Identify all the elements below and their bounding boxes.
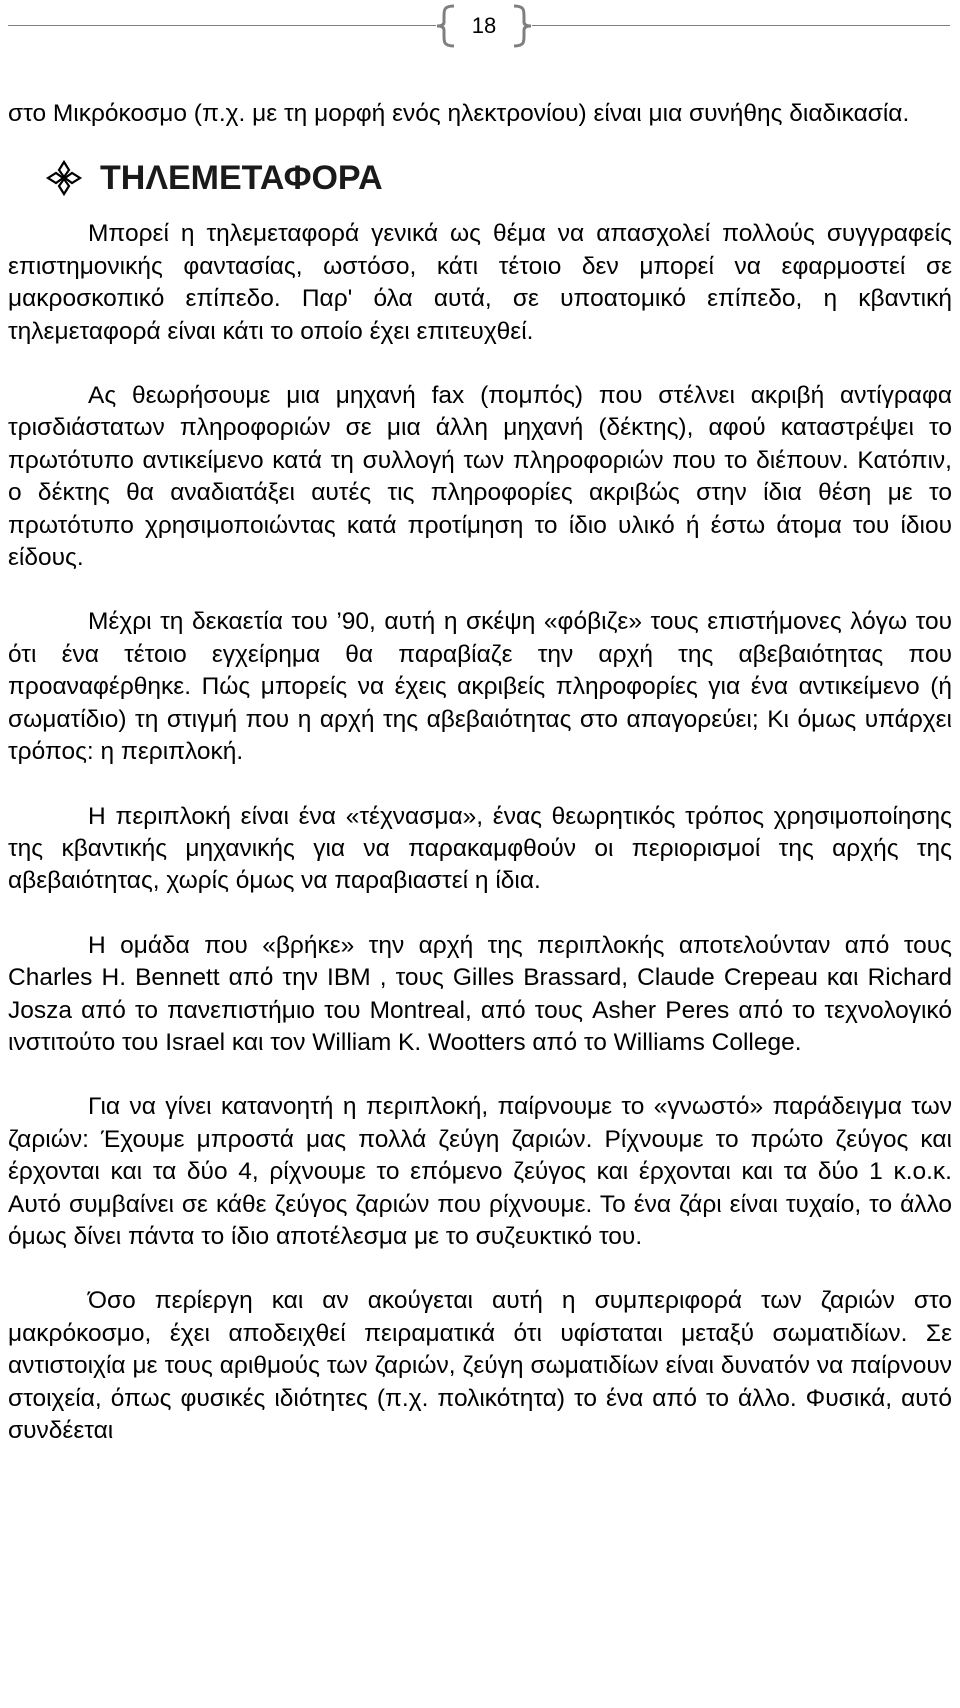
paragraph: Μέχρι τη δεκαετία του ’90, αυτή η σκέψη «φόβιζε» τους επιστήμονες λόγω του ότι ένα τέτοιο εγχείρημα θα παραβίαζε την αρχή της αβεβαιότητας που προαναφέρθηκε. Πώς μπορείς να έχεις ακριβείς πληροφορίες για ένα αντικείμενο (ή σωματίδιο) τη στιγμή που η αρχή της αβεβαιότητας στο απαγορεύει; Κι όμως υπάρχει τρόπος: η περιπλοκή. (8, 608, 952, 766)
right-brace-icon (508, 4, 534, 48)
section-title: ΤΗΛΕΜΕΤΑΦΟΡΑ (100, 159, 383, 198)
paragraph: Για να γίνει κατανοητή η περιπλοκή, παίρνουμε το «γνωστό» παράδειγμα των ζαριών: Έχουμε μπροστά μας πολλά ζεύγη ζαριών. Ρίχνουμε το πρώτο ζεύγος και έρχονται και τα δύο 4, ρίχνουμε το επόμενο ζεύγος και έρχονται και τα δύο 1 κ.ο.κ. Αυτό συμβαίνει σε κάθε ζεύγος ζαριών που ρίχνουμε. Το ένα ζάρι είναι τυχαίο, το άλλο όμως δίνει πάντα το ίδιο αποτέλεσμα με το συζευκτικό του. (8, 1093, 952, 1250)
page-header (0, 0, 960, 60)
paragraph-continued: στο Μικρόκοσμο (π.χ. με τη μορφή ενός ηλεκτρονίου) είναι μια συνήθης διαδικασία. (8, 100, 910, 127)
page-number: 18 (471, 13, 497, 38)
document-body (8, 98, 952, 1479)
section-heading (8, 156, 952, 200)
header-rule-left (8, 25, 436, 26)
header-rule-right (532, 25, 950, 26)
paragraph: Ας θεωρήσουμε μια μηχανή fax (πομπός) που στέλνει ακριβή αντίγραφα τρισδιάστατων πληροφοριών σε μια άλλη μηχανή (δέκτης), αφού καταστρέψει το πρωτότυπο αντικείμενο κατά τη συλλογή των πληροφοριών που το διέπουν. Κατόπιν, ο δέκτης θα αναδιατάξει αυτές τις πληροφορίες ακριβώς στην ίδια θέση με το πρωτότυπο χρησιμοποιώντας κατά προτίμηση το ίδιο υλικό ή έστω άτομα του ίδιου είδους. (8, 382, 952, 572)
diamond-bullet-icon (44, 158, 84, 198)
paragraph: Η περιπλοκή είναι ένα «τέχνασμα», ένας θεωρητικός τρόπος χρησιμοποίησης της κβαντικής μηχανικής για να παρακαμφθούν οι περιορισμοί της αρχής της αβεβαιότητας, χωρίς όμως να παραβιαστεί η ίδια. (8, 802, 952, 895)
left-brace-icon (434, 4, 460, 48)
paragraph: Μπορεί η τηλεμεταφορά γενικά ως θέμα να απασχολεί πολλούς συγγραφείς επιστημονικής φαντασίας, ωστόσο, κάτι τέτοιο δεν μπορεί να εφαρμοστεί σε μακροσκοπικό επίπεδο. Παρ' όλα αυτά, σε υποατομικό επίπεδο, η κβαντική τηλεμεταφορά είναι κάτι το οποίο έχει επιτευχθεί. (8, 220, 952, 345)
paragraph: Η ομάδα που «βρήκε» την αρχή της περιπλοκής αποτελούνταν από τους Charles H. Bennett από την IBM , τους Gilles Brassard, Claude Crepeau και Richard Josza από το πανεπιστήμιο του Montreal, από τους Asher Peres από το τεχνολογικό ινστιτούτο του Israel και τον William K. Wootters από το Williams College. (8, 931, 952, 1056)
paragraph: Όσο περίεργη και αν ακούγεται αυτή η συμπεριφορά των ζαριών στο μακρόκοσμο, έχει αποδειχθεί πειραματικά ότι υφίσταται μεταξύ σωματιδίων. Σε αντιστοιχία με τους αριθμούς των ζαριών, ζεύγη σωματιδίων είναι δυνατόν να παίρνουν στοιχεία, όπως φυσικές ιδιότητες (π.χ. πολικότητα) το ένα από το άλλο. Φυσικά, αυτό συνδέεται (8, 1287, 952, 1444)
